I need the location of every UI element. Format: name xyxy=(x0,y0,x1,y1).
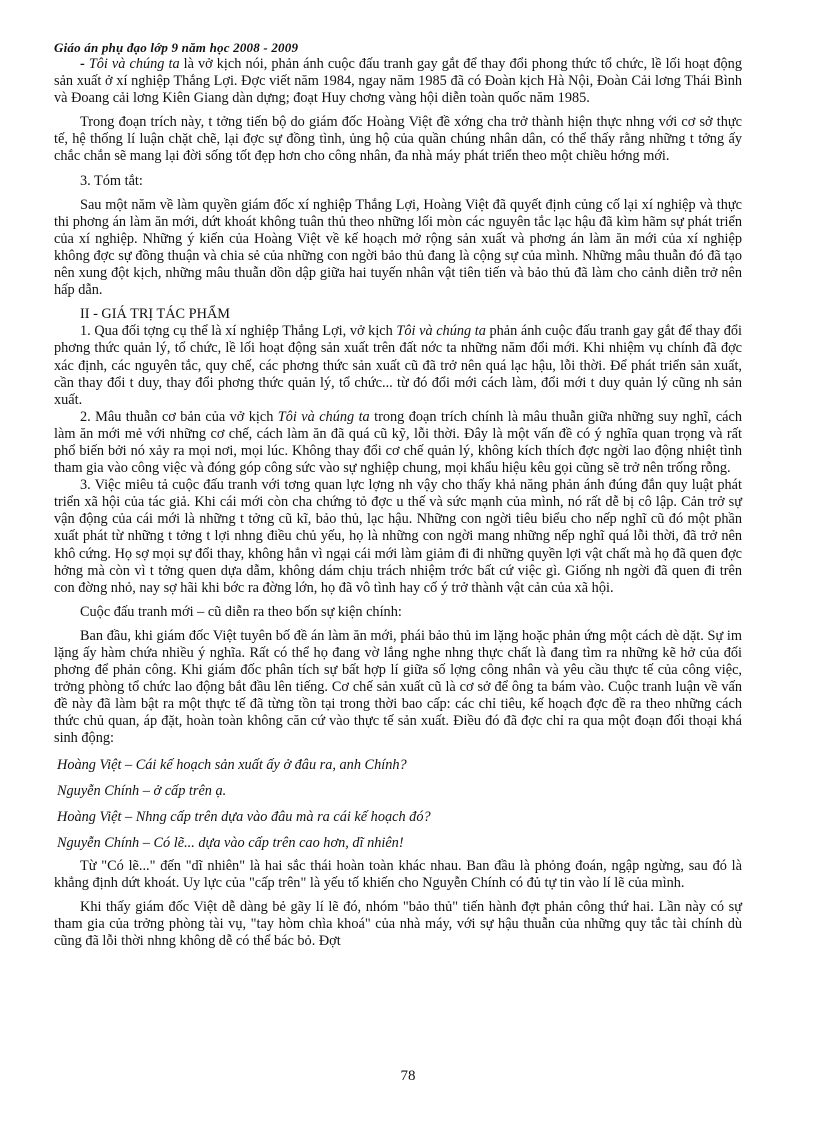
value-2-text-b: trong đoạn trích chính là mâu thuẫn giữa những suy nghĩ, cách làm ăn mới mẻ với những cơ chế, cách làm ăn đã quá cũ kỹ, lỗi thời. Đây là một vấn đề có ý nghĩa quan trọng và rất phổ biến bởi nó xảy ra mọi nơi, mọi lúc. Không thay đổi cơ chế quản lý, không kích thích đợc ngời lao động nhiệt tình tham gia vào công việc và đóng góp công sức vào sự nghiệp chung, mọi khẩu hiệu kêu gọi cũng sẽ trở nên trống rỗng. xyxy=(54,408,742,477)
dialogue-block xyxy=(54,757,742,852)
counterattack-paragraph: Khi thấy giám đốc Việt dễ dàng bẻ gãy lí lẽ đó, nhóm "bảo thủ" tiến hành đợt phản công thứ hai. Lần này có sự tham gia của trởng phòng tài vụ, "tay hòm chìa khoá" của nhà máy, với sự hậu thuẫn của những quy tắc tài chính dù cũng đã lỗi thời nhng không dễ có thể bác bỏ. Đợt xyxy=(54,899,742,950)
value-1-text-b: phản ánh cuộc đấu tranh gay gắt để thay đổi phơng thức quản lý, tổ chức, lề lối hoạt động sản xuất trên đất nớc ta những năm đổi mới. Khi nhiệm vụ chính đã đợc xác định, các nguyên tắc, quy chế, các phơng thức sản xuất cũ đã trở nên quá lạc hậu, lỗi thời. Để phát triển sản xuất, cần thay đổi t duy, thay đổi phơng thức quản lý, tổ chức... từ đó đổi mới cách làm, đổi mới t duy quản lý cũng nh sản xuất. xyxy=(54,323,742,408)
intro-text: là vở kịch nói, phản ánh cuộc đấu tranh gay gắt để thay đổi phong thức tổ chức, lề lối hoạt động sản xuất ở xí nghiệp Thắng Lợi. Đợc viết năm 1984, ngay năm 1985 đã có Đoàn kịch Hà Nội, Đoàn Cải lơng Thái Bình và Đoang cải lơng Kiên Giang dàn dựng; đoạt Huy chơng vàng hội diễn toàn quốc năm 1985. xyxy=(54,56,742,107)
dialogue-line: Hoàng Việt – Nhng cấp trên dựa vào đâu mà ra cái kế hoạch đó? xyxy=(57,808,431,825)
work-title: Tôi và chúng ta xyxy=(88,56,180,72)
value-paragraph-1 xyxy=(54,323,742,408)
value-paragraph-2 xyxy=(54,409,742,477)
excerpt-paragraph: Trong đoạn trích này, t tởng tiến bộ do giám đốc Hoàng Việt đề xớng cha trở thành hiện thực nhng với cơ sở thực tế, hệ thống lí luận chặt chẽ, lại đợc sự đồng tình, ủng hộ của quần chúng nhân dân, có thể thấy rằng những t tởng ấy chắc chắn sẽ mang lại đời sống tốt đẹp hơn cho công nhân, đa nhà máy phát triển theo một chiều hớng mới. xyxy=(54,114,742,165)
analysis-paragraph: Từ "Có lẽ..." đến "dĩ nhiên" là hai sắc thái hoàn toàn khác nhau. Ban đầu là phỏng đoán, ngập ngừng, sau đó là khẳng định dứt khoát. Uy lực của "cấp trên" là yếu tố khiến cho Nguyễn Chính có đủ tự tin vào lí lẽ của mình. xyxy=(54,857,742,892)
summary-paragraph: Sau một năm về làm quyền giám đốc xí nghiệp Thắng Lợi, Hoàng Việt đã quyết định củng cố lại xí nghiệp và thực thi phơng án làm ăn mới, dứt khoát không tuân thủ theo những lối mòn các nguyên tắc lạc hậu đã kìm hãm sự phát triển của xí nghiệp. Những ý kiến của Hoàng Việt về kế hoạch mở rộng sản xuất và phơng án làm ăn mới của xí nghiệp không đợc sự đồng thuận và chia sẻ của những con ngời bảo thủ đang là cộng sự của mình. Những mâu thuẫn đó đã tạo nên xung đột kịch, những mâu thuẫn dồn dập giữa hai tuyến nhân vật tiên tiến và bảo thủ đã làm cho cảnh diễn trở nên hấp dẫn. xyxy=(54,196,742,299)
document-page xyxy=(54,40,742,950)
value-2-text-a: 2. Mâu thuẫn cơ bản của vở kịch xyxy=(80,408,278,425)
dialogue-line: Hoàng Việt – Cái kế hoạch sản xuất ấy ở đâu ra, anh Chính? xyxy=(57,756,407,773)
value-1-text-a: 1. Qua đối tợng cụ thể là xí nghiệp Thắng Lợi, vở kịch xyxy=(80,323,397,340)
section-heading: II - GIÁ TRỊ TÁC PHẨM xyxy=(80,306,230,323)
events-intro: Cuộc đấu tranh mới – cũ diễn ra theo bốn sự kiện chính: xyxy=(80,603,402,620)
dialogue-line: Nguyễn Chính – Có lẽ... dựa vào cấp trên cao hơn, dĩ nhiên! xyxy=(57,834,404,851)
lead-dash: - xyxy=(80,56,89,72)
value-2-title: Tôi và chúng ta xyxy=(277,408,370,425)
page-header: Giáo án phụ đạo lớp 9 năm học 2008 - 2009 xyxy=(54,40,299,55)
summary-heading: 3. Tóm tắt: xyxy=(80,172,143,189)
dialogue-line: Nguyễn Chính – ở cấp trên ạ. xyxy=(57,782,227,799)
value-1-title: Tôi và chúng ta xyxy=(396,323,486,340)
value-paragraph-3: 3. Việc miêu tả cuộc đấu tranh với tơng quan lực lợng nh vậy cho thấy khả năng phản ánh đúng đắn quy luật phát triển xã hội của tác giả. Khi cái mới còn cha chứng tỏ đợc u thế và sức mạnh của mình, nó rất dễ bị cô lập. Cản trở sự vận động của cái mới là những t tởng cũ kĩ, bảo thủ, lạc hậu. Những con ngời tiêu biểu cho nếp nghĩ cũ đó một phần xuất phát từ những t tởng t lợi nhng điều chủ yếu, họ là những con ngời mang những nếp nghĩ quá lỗi thời, đã trở nên khô cứng. Họ sợ mọi sự đổi thay, không hẳn vì ngại cái mới làm giảm đi đi những quyền lợi vật chất mà họ đã quen đợc hởng mà còn vì t tởng quen dựa dẫm, không dám chịu trách nhiệm trớc bất cứ việc gì. Giống nh ngời đã quen đi trên con đờng nhỏ, nay sợ hãi khi bớc ra đờng lớn, họ đã vô tình hay cố ý trở thành vật cản của xã hội. xyxy=(54,477,742,596)
events-paragraph: Ban đầu, khi giám đốc Việt tuyên bố đề án làm ăn mới, phái bảo thủ im lặng hoặc phản ứng một cách dè dặt. Sự im lặng ấy hàm chứa nhiều ý nghĩa. Rất có thể họ đang vờ lắng nghe nhng thực chất là đang tìm ra những kẽ hở của đối phơng để phản công. Khi giám đốc phân tích sự bất hợp lí giữa số lợng công nhân và yêu cầu thực tế của công việc, trởng phòng tổ chức lao động bắt đầu lên tiếng. Cơ chế sản xuất cũ là cơ sở để ông ta bám vào. Cuộc tranh luận về vấn đề này đã làm bật ra một thực tế đã từng tồn tại trong thời bao cấp: các chỉ tiêu, kế hoạch đợc đề ra theo những cách thức chủ quan, áp đặt, hoàn toàn không căn cứ vào thực tế sản xuất. Điều đó đã đợc chỉ ra qua một đoạn đối thoại khá sinh động: xyxy=(54,627,742,747)
intro-paragraph xyxy=(54,56,742,107)
page-number: 78 xyxy=(400,1068,416,1084)
